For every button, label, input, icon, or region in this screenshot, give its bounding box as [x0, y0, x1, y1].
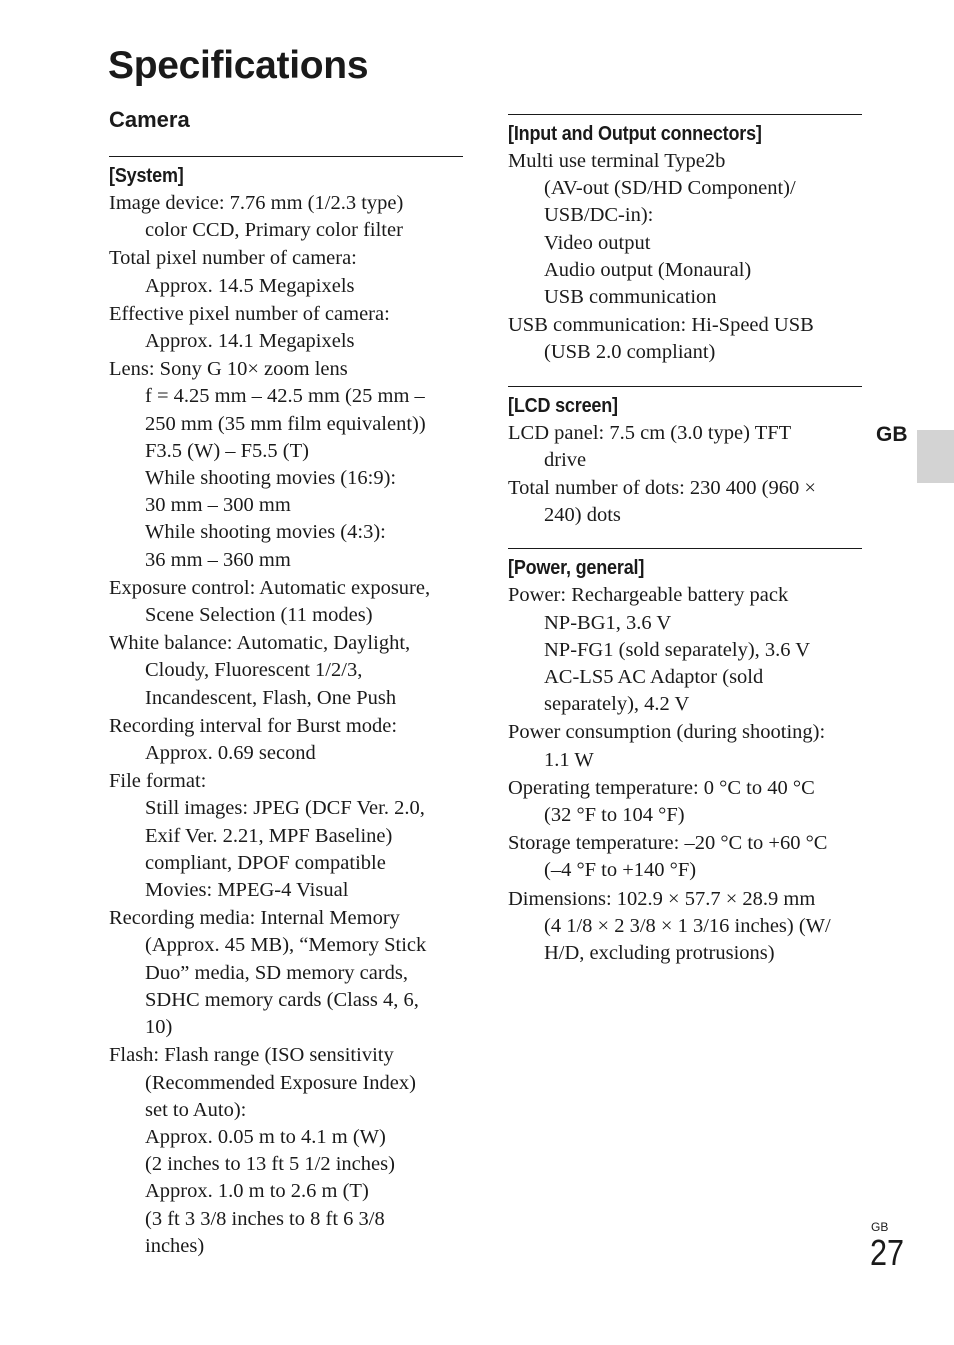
section-heading: [LCD screen] — [508, 394, 618, 417]
spec-item — [109, 713, 463, 767]
spec-detail: Still images: JPEG (DCF Ver. 2.0, — [145, 797, 425, 820]
spec-label: Total pixel number of camera: — [109, 247, 357, 270]
spec-item — [109, 1042, 463, 1260]
spec-item — [508, 886, 862, 968]
spec-section — [508, 114, 862, 367]
spec-section — [508, 548, 862, 967]
spec-item — [508, 420, 862, 474]
spec-label: Dimensions: 102.9 × 57.7 × 28.9 mm — [508, 887, 816, 910]
spec-item — [109, 768, 463, 904]
spec-item — [109, 245, 463, 299]
spec-detail: H/D, excluding protrusions) — [544, 942, 775, 965]
spec-detail: Exif Ver. 2.21, MPF Baseline) — [145, 824, 393, 847]
spec-detail: set to Auto): — [145, 1098, 247, 1121]
spec-detail: 36 mm – 360 mm — [145, 548, 291, 571]
spec-label: Total number of dots: 230 400 (960 × — [508, 477, 816, 500]
spec-label: Image device: 7.76 mm (1/2.3 type) — [109, 192, 404, 214]
spec-detail: (USB 2.0 compliant) — [544, 341, 716, 364]
spec-label: Exposure control: Automatic exposure, — [109, 576, 431, 599]
spec-item — [508, 775, 862, 829]
page-number: 27 — [870, 1232, 905, 1273]
spec-label: LCD panel: 7.5 cm (3.0 type) TFT — [508, 421, 792, 444]
spec-item — [109, 630, 463, 712]
spec-item — [109, 575, 463, 629]
spec-detail: (Recommended Exposure Index) — [145, 1071, 416, 1094]
spec-detail: 10) — [145, 1016, 173, 1039]
spec-detail: (32 °F to 104 °F) — [544, 804, 685, 827]
spec-detail: Approx. 0.69 second — [145, 742, 316, 765]
right-column — [508, 114, 862, 986]
spec-detail: 240) dots — [544, 504, 621, 527]
spec-label: Recording interval for Burst mode: — [109, 714, 398, 737]
spec-detail: Scene Selection (11 modes) — [145, 604, 373, 627]
spec-section — [508, 386, 862, 530]
language-tab-marker — [917, 430, 954, 483]
spec-label: Operating temperature: 0 °C to 40 °C — [508, 776, 815, 799]
spec-detail: compliant, DPOF compatible — [145, 851, 386, 874]
footer-language: GB — [871, 1220, 889, 1234]
spec-detail: color CCD, Primary color filter — [145, 219, 403, 242]
spec-item — [508, 148, 862, 311]
spec-detail: (–4 °F to +140 °F) — [544, 859, 697, 882]
spec-label: File format: — [109, 770, 207, 793]
spec-detail: 30 mm – 300 mm — [145, 494, 291, 517]
spec-label: Recording media: Internal Memory — [109, 907, 400, 930]
spec-detail: 1.1 W — [544, 748, 594, 771]
spec-detail: SDHC memory cards (Class 4, 6, — [145, 988, 419, 1011]
left-column — [109, 156, 463, 1279]
spec-item — [508, 312, 862, 366]
section-subtitle: Camera — [109, 107, 190, 132]
spec-detail: F3.5 (W) – F5.5 (T) — [145, 439, 309, 462]
spec-detail: NP-FG1 (sold separately), 3.6 V — [544, 638, 811, 661]
spec-detail: (AV-out (SD/HD Component)/ — [544, 177, 796, 200]
spec-label: Effective pixel number of camera: — [109, 302, 390, 325]
language-tab-label: GB — [876, 423, 908, 446]
spec-detail: USB/DC-in): — [544, 204, 654, 227]
spec-label: White balance: Automatic, Daylight, — [109, 632, 411, 655]
spec-detail: (4 1/8 × 2 3/8 × 1 3/16 inches) (W/ — [544, 914, 831, 937]
spec-label: Multi use terminal Type2b — [508, 150, 726, 172]
spec-detail: While shooting movies (4:3): — [145, 521, 386, 544]
spec-item — [508, 475, 862, 529]
page-title: Specifications — [108, 44, 369, 87]
spec-label: Power: Rechargeable battery pack — [508, 584, 789, 607]
spec-label: USB communication: Hi-Speed USB — [508, 314, 814, 337]
spec-detail: Approx. 14.1 Megapixels — [145, 330, 355, 353]
spec-detail: separately), 4.2 V — [544, 693, 690, 716]
spec-detail: NP-BG1, 3.6 V — [544, 611, 672, 634]
spec-detail: USB communication — [544, 286, 717, 309]
spec-detail: (2 inches to 13 ft 5 1/2 inches) — [145, 1153, 395, 1176]
spec-detail: Approx. 0.05 m to 4.1 m (W) — [145, 1125, 386, 1148]
spec-detail: Approx. 1.0 m to 2.6 m (T) — [145, 1180, 369, 1203]
spec-detail: Video output — [544, 231, 651, 254]
spec-detail: inches) — [145, 1234, 205, 1257]
spec-item — [109, 190, 463, 244]
section-heading: [Power, general] — [508, 557, 645, 580]
spec-detail: Movies: MPEG-4 Visual — [145, 879, 349, 902]
spec-detail: (3 ft 3 3/8 inches to 8 ft 6 3/8 — [145, 1207, 385, 1230]
spec-item — [508, 830, 862, 884]
spec-detail: Incandescent, Flash, One Push — [145, 686, 397, 709]
spec-detail: Cloudy, Fluorescent 1/2/3, — [145, 659, 363, 682]
spec-detail: drive — [544, 448, 587, 471]
spec-detail: AC-LS5 AC Adaptor (sold — [544, 666, 764, 689]
spec-label: Lens: Sony G 10× zoom lens — [109, 358, 348, 381]
section-heading: [Input and Output connectors] — [508, 123, 762, 145]
spec-label: Flash: Flash range (ISO sensitivity — [109, 1044, 394, 1067]
spec-detail: f = 4.25 mm – 42.5 mm (25 mm – — [145, 385, 425, 408]
spec-item — [109, 356, 463, 574]
spec-item — [109, 905, 463, 1041]
spec-detail: (Approx. 45 MB), “Memory Stick — [145, 934, 427, 957]
spec-item — [109, 301, 463, 355]
spec-label: Power consumption (during shooting): — [508, 721, 826, 744]
spec-detail: Audio output (Monaural) — [544, 258, 752, 281]
spec-detail: While shooting movies (16:9): — [145, 467, 397, 490]
spec-label: Storage temperature: –20 °C to +60 °C — [508, 832, 828, 855]
spec-detail: Duo” media, SD memory cards, — [145, 961, 409, 984]
spec-detail: Approx. 14.5 Megapixels — [145, 274, 355, 297]
spec-detail: 250 mm (35 mm film equivalent)) — [145, 412, 426, 435]
spec-section — [109, 156, 463, 1260]
spec-item — [508, 719, 862, 773]
spec-item — [508, 582, 862, 718]
section-heading: [System] — [109, 165, 184, 187]
